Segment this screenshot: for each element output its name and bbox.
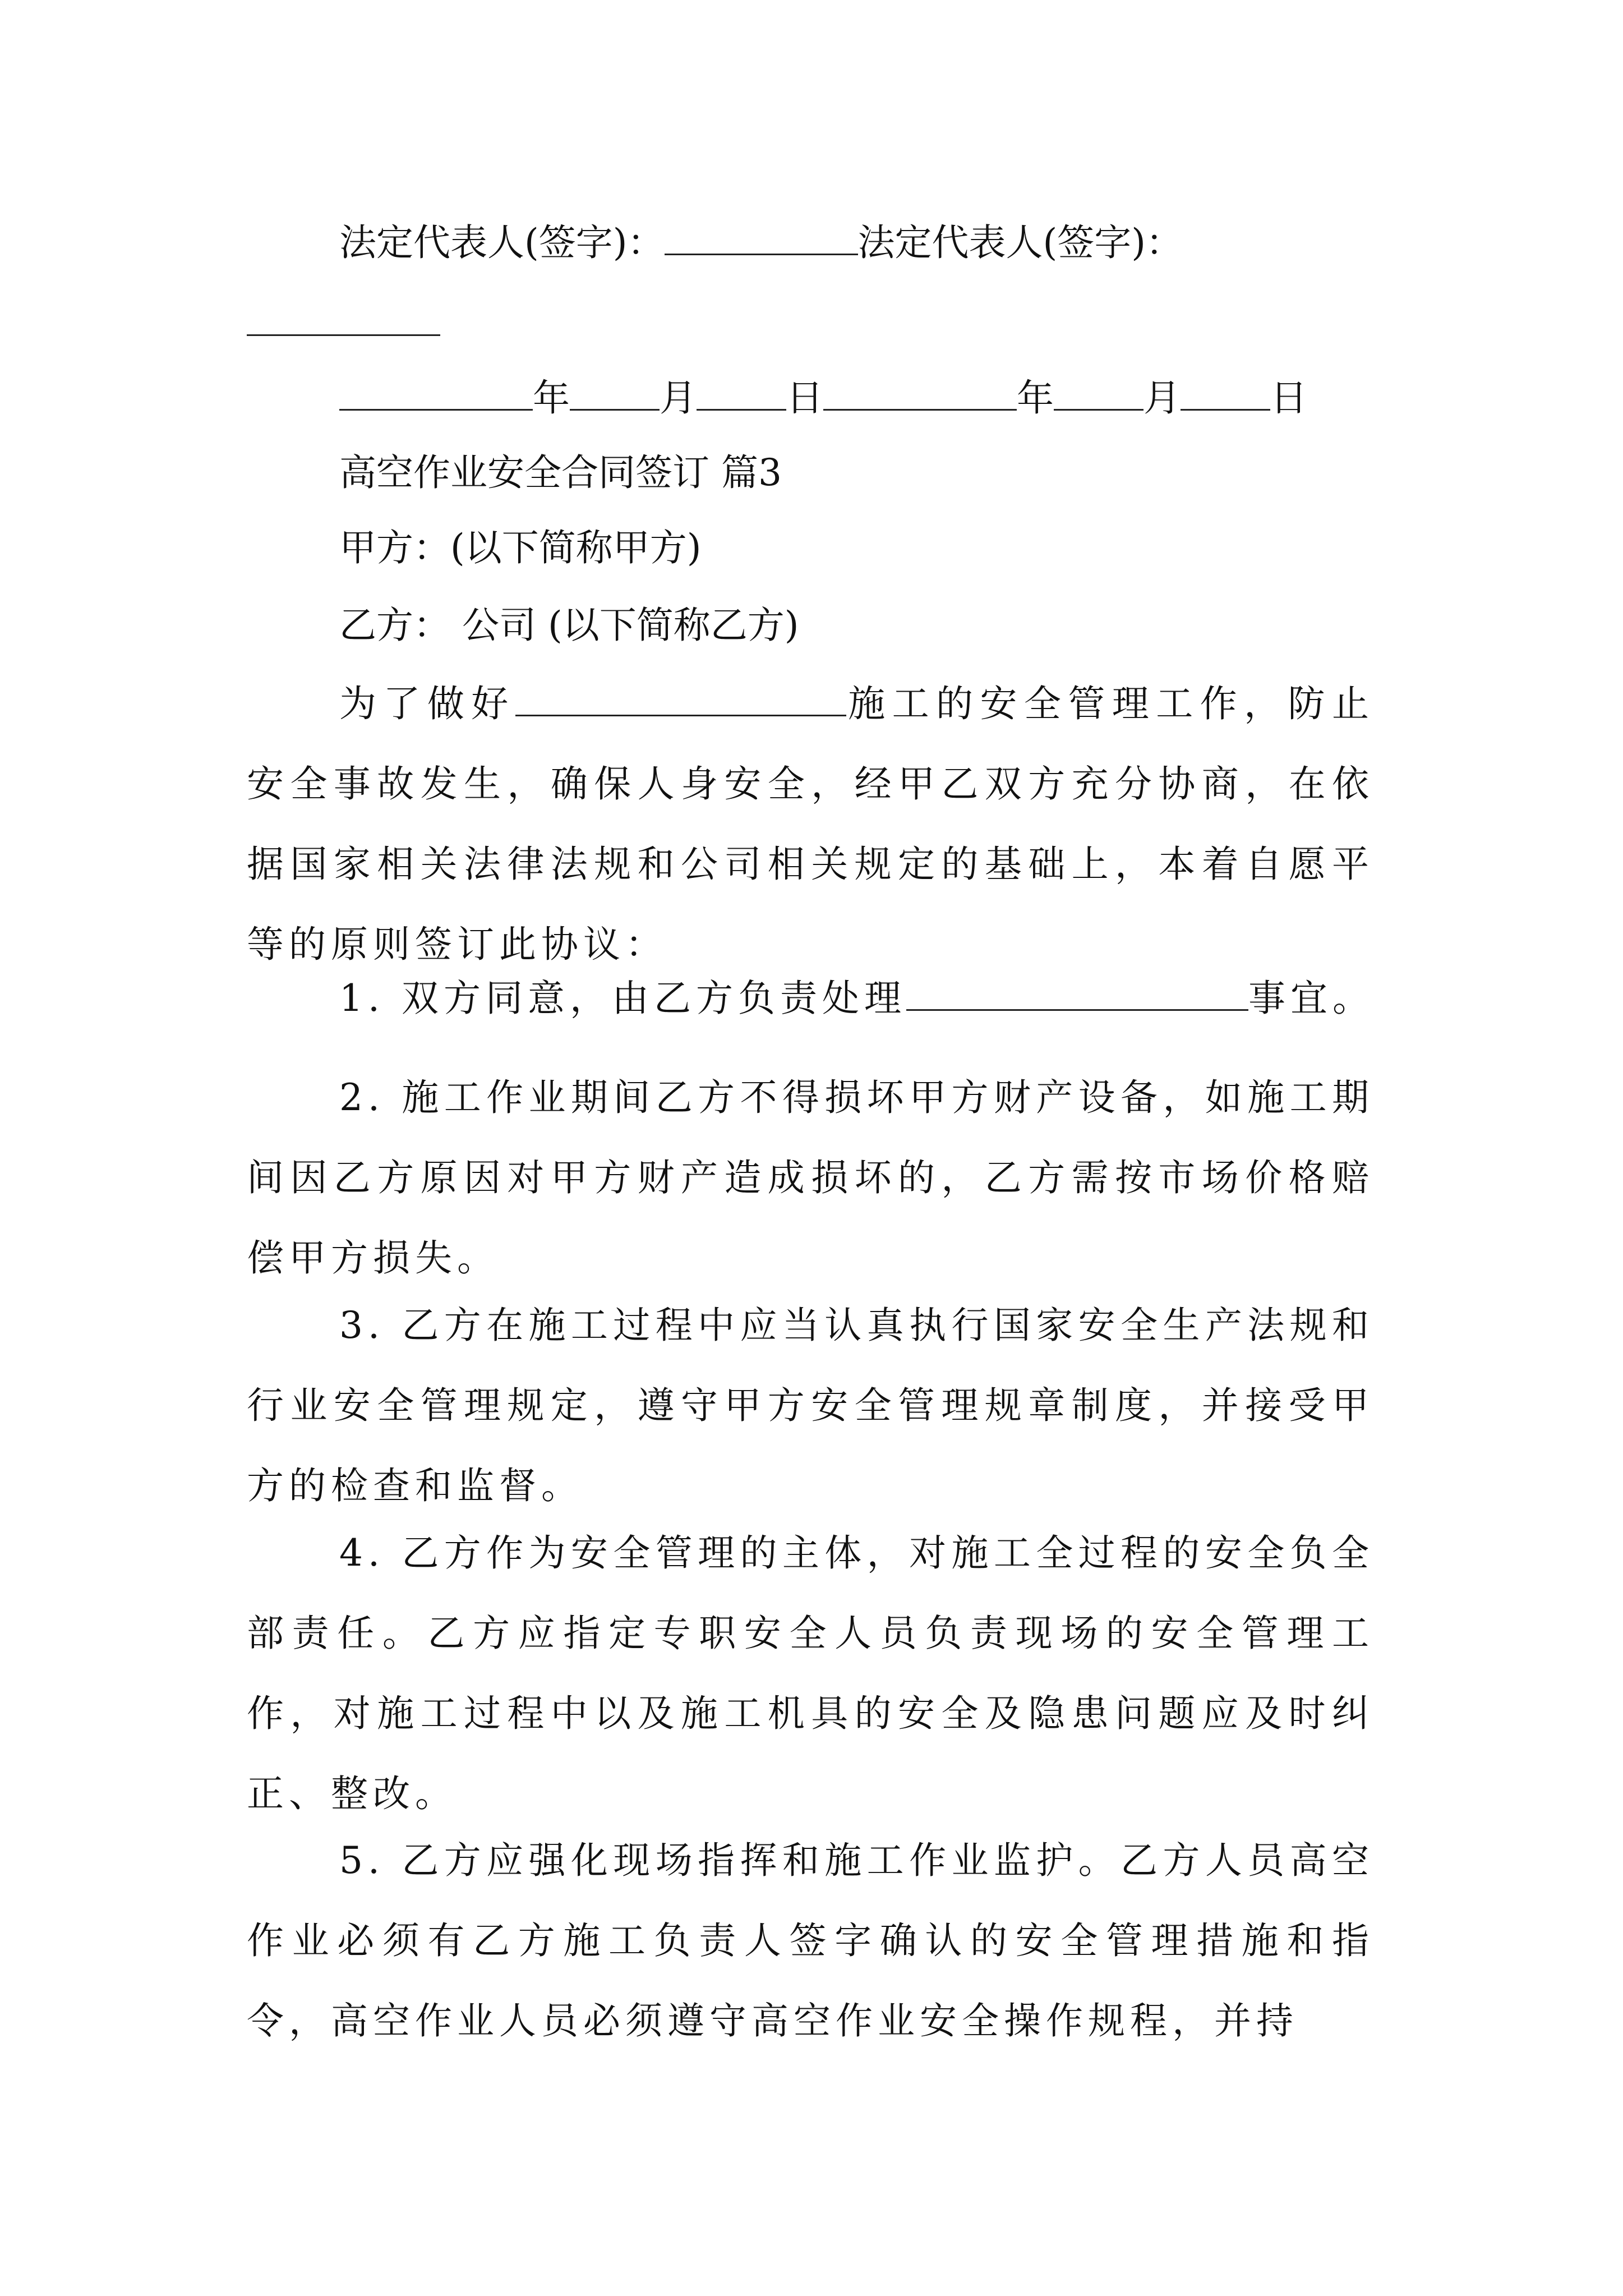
date-blank-day-1 — [697, 375, 786, 411]
year-label: 年 — [533, 376, 570, 420]
month-label: 月 — [660, 376, 697, 420]
month-label: 月 — [1144, 376, 1181, 420]
clause-4: 4. 乙方作为安全管理的主体，对施工全过程的安全负全部责任。乙方应指定专职安全人员负责现场的安全管理工作，对施工过程中以及施工机具的安全及隐患问题应及时纠正、整改。 — [247, 1531, 1374, 1815]
date-blank-year-1 — [339, 375, 533, 411]
legal-rep-label-left: 法定代表人(签字)： — [339, 221, 665, 264]
date-blank-month-1 — [570, 375, 660, 411]
clause-2: 2. 施工作业期间乙方不得损坏甲方财产设备，如施工期间因乙方原因对甲方财产造成损坏的，乙方需按市场价格赔偿甲方损失。 — [247, 1076, 1374, 1280]
signature-blank-right — [247, 303, 440, 336]
legal-rep-label-right: 法定代表人(签字)： — [857, 221, 1183, 264]
clause-5: 5. 乙方应强化现场指挥和施工作业监护。乙方人员高空作业必须有乙方施工负责人签字确认的安全管理措施和指令，高空作业人员必须遵守高空作业安全操作规程，并持 — [247, 1839, 1374, 2042]
party-a: 甲方：(以下简称甲方) — [339, 526, 702, 569]
party-b: 乙方： 公司 (以下简称乙方) — [339, 604, 799, 647]
clause-1-text-after: 事宜。 — [1248, 977, 1375, 1020]
year-label: 年 — [1017, 376, 1054, 420]
intro-text-after: 施工的安全管理工作，防止安全事故发生，确保人身安全，经甲乙双方充分协商，在依据国家相关法律法规和公司相关规定的基础上，本着自愿平等的原则签订此协议： — [247, 682, 1374, 966]
clause-1-text-before: 1. 双方同意，由乙方负责处理 — [339, 977, 906, 1020]
clause-3: 3. 乙方在施工过程中应当认真执行国家安全生产法规和行业安全管理规定，遵守甲方安全管理规章制度，并接受甲方的检查和监督。 — [247, 1304, 1374, 1507]
day-label: 日 — [1270, 376, 1307, 420]
intro-text-before: 为了做好 — [339, 682, 515, 725]
date-blank-year-2 — [823, 375, 1017, 411]
matter-blank — [906, 976, 1248, 1011]
clause-1 — [339, 968, 1375, 1029]
section-heading: 高空作业安全合同签订 篇3 — [339, 451, 782, 494]
intro-paragraph — [247, 664, 1374, 984]
date-row — [339, 367, 1307, 429]
day-label: 日 — [786, 376, 823, 420]
signature-row — [339, 212, 1183, 274]
signature-blank-left — [665, 220, 858, 255]
project-blank — [515, 681, 846, 716]
date-blank-month-2 — [1054, 375, 1144, 411]
date-blank-day-2 — [1181, 375, 1270, 411]
